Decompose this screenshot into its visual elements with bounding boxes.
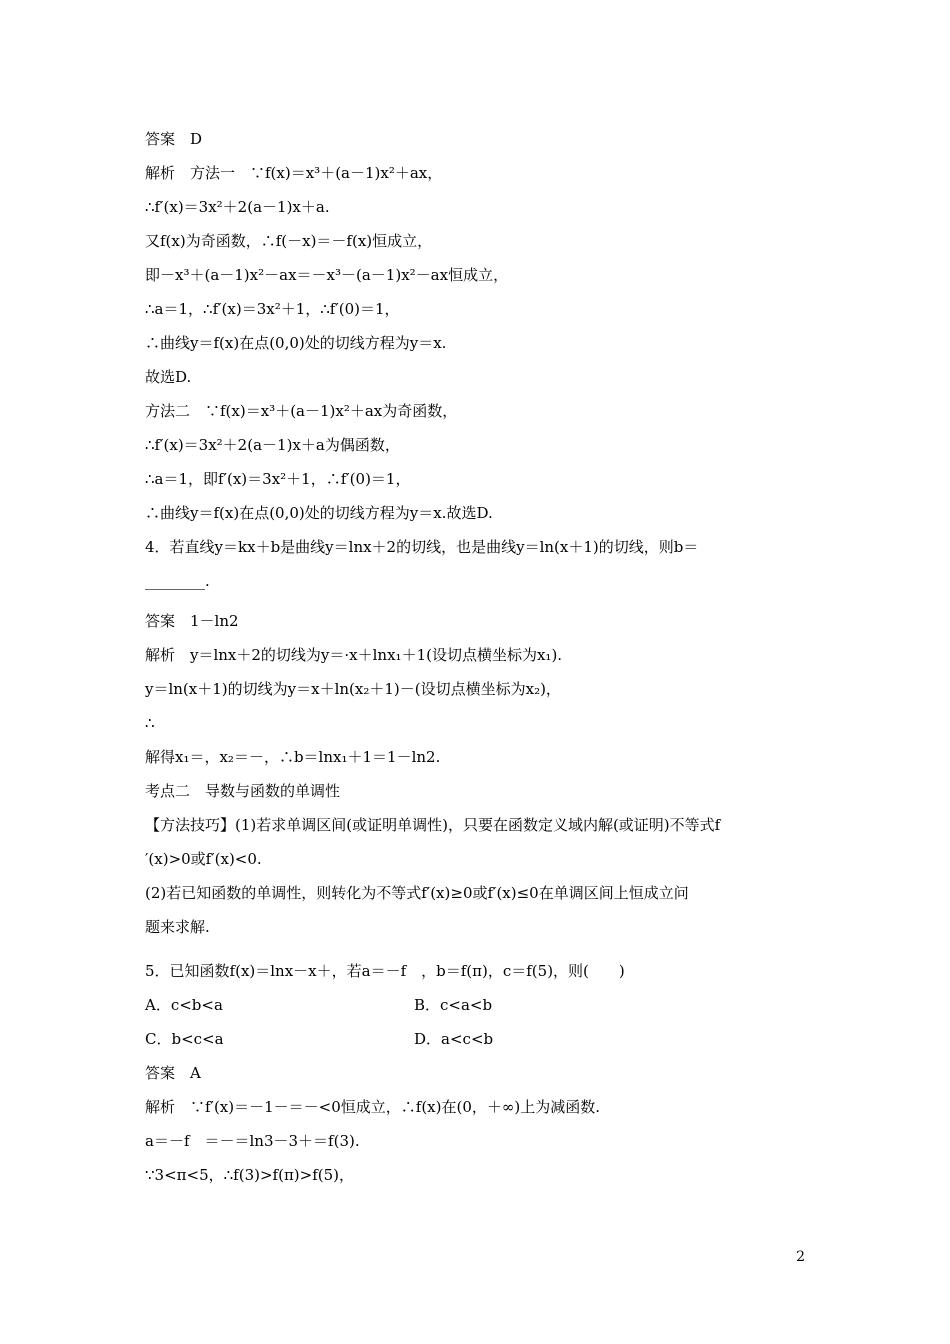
question-4-blank: ________. [145, 572, 210, 590]
identity-line: 即－x³＋(a－1)x²－ax＝－x³－(a－1)x²－ax恒成立， [145, 266, 509, 284]
method-tip-line-4: 题来求解. [145, 918, 210, 936]
method-2-line: 方法二 ∵f(x)＝x³＋(a－1)x²＋ax为奇函数， [145, 402, 458, 420]
answer-4: 答案 1－ln2 [145, 612, 239, 630]
page-number: 2 [796, 1249, 805, 1265]
method-tip-line-1: 【方法技巧】(1)若求单调区间(或证明单调性)，只要在函数定义域内解(或证明)不等式f [145, 816, 721, 834]
choose-d-line: 故选D. [145, 368, 192, 386]
answer-3: 答案 D [145, 130, 203, 148]
option-c: C．b<c<a [145, 1030, 224, 1048]
analysis-method-1: 解析 方法一 ∵f(x)＝x³＋(a－1)x²＋ax， [145, 164, 443, 182]
method-tip-line-3: (2)若已知函数的单调性，则转化为不等式f′(x)≥0或f′(x)≤0在单调区间上恒成立问 [145, 884, 689, 902]
analysis-4-line-2: y＝ln(x＋1)的切线为y＝x＋ln(x₂＋1)－(设切点横坐标为x₂)， [145, 680, 561, 698]
option-b: B．c<a<b [414, 996, 493, 1014]
analysis-5-line-3: ∵3<π<5，∴f(3)>f(π)>f(5)， [145, 1166, 355, 1184]
tangent-line-result: ∴曲线y＝f(x)在点(0,0)处的切线方程为y＝x. [145, 334, 447, 352]
analysis-4-line-1: 解析 y＝lnx＋2的切线为y＝·x＋lnx₁＋1(设切点横坐标为x₁). [145, 646, 563, 664]
section-heading: 考点二 导数与函数的单调性 [145, 782, 341, 800]
method-2-conclusion: ∴曲线y＝f(x)在点(0,0)处的切线方程为y＝x.故选D. [145, 504, 493, 522]
a-value-line: ∴a＝1，∴f′(x)＝3x²＋1，∴f′(0)＝1， [145, 300, 400, 318]
question-4: 4．若直线y＝kx＋b是曲线y＝lnx＋2的切线，也是曲线y＝ln(x＋1)的切线，则b＝ [145, 538, 699, 556]
solution-4-line: 解得x₁＝，x₂＝－，∴b＝lnx₁＋1＝1－ln2. [145, 748, 441, 766]
question-5: 5．已知函数f(x)＝lnx－x＋，若a＝－f ，b＝f(π)，c＝f(5)，则( ) [145, 962, 625, 980]
option-a: A．c<b<a [145, 996, 223, 1014]
analysis-5-line-2: a＝－f ＝－＝ln3－3＋＝f(3). [145, 1132, 360, 1150]
even-function-line: ∴f′(x)＝3x²＋2(a－1)x＋a为偶函数， [145, 436, 400, 454]
derivative-line: ∴f′(x)＝3x²＋2(a－1)x＋a. [145, 198, 330, 216]
odd-function-line: 又f(x)为奇函数，∴f(－x)＝－f(x)恒成立， [145, 232, 433, 250]
therefore-line: ∴ [145, 714, 155, 732]
method-tip-line-2: ′(x)>0或f′(x)<0. [145, 850, 262, 868]
answer-5: 答案 A [145, 1064, 201, 1082]
analysis-5-line-1: 解析 ∵f′(x)＝－1－＝－<0恒成立，∴f(x)在(0，＋∞)上为减函数. [145, 1098, 601, 1116]
option-d: D．a<c<b [414, 1030, 494, 1048]
method-2-a-value: ∴a＝1，即f′(x)＝3x²＋1，∴f′(0)＝1， [145, 470, 411, 488]
